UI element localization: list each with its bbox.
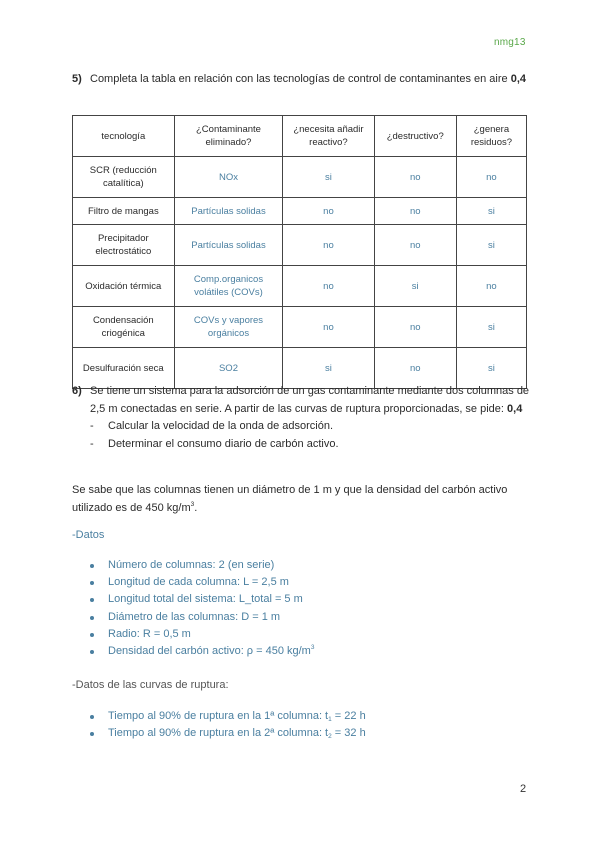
cell-tecnologia: SCR (reducción catalítica): [73, 157, 175, 198]
cell-residuos: si: [456, 198, 526, 225]
context-text: Se sabe que las columnas tienen un diámetro de 1 m y que la densidad del carbón activo utilizado es de 450 kg/m: [72, 484, 508, 514]
cell-contaminante: Partículas solidas: [174, 225, 283, 266]
list-item: Longitud de cada columna: L = 2,5 m: [88, 574, 314, 591]
ruptura-text: Tiempo al 90% de ruptura en la 2ª columna: t: [108, 727, 329, 740]
task-item: - Determinar el consumo diario de carbón activo.: [90, 436, 532, 454]
cell-reactivo: no: [283, 307, 374, 348]
question-6-prompt: Se tiene un sistema para la adsorción de un gas contaminante mediante dos columnas de 2,5 m conectadas en serie. A partir de las curvas de ruptura proporcionadas, se pide:: [90, 385, 530, 415]
cell-residuos: no: [456, 266, 526, 307]
cell-destructivo: si: [374, 266, 456, 307]
cell-residuos: si: [456, 225, 526, 266]
cell-destructivo: no: [374, 198, 456, 225]
list-item: Número de columnas: 2 (en serie): [88, 557, 314, 574]
table-row: [73, 198, 527, 225]
cell-reactivo: si: [283, 157, 374, 198]
col-header-residuos: ¿genera residuos?: [456, 116, 526, 157]
cell-residuos: no: [456, 157, 526, 198]
table-row: [73, 157, 527, 198]
question-score: 0,4: [507, 402, 523, 415]
ruptura-label: -Datos de las curvas de ruptura:: [72, 679, 229, 691]
col-header-reactivo: ¿necesita añadir reactivo?: [283, 116, 374, 157]
cell-reactivo: no: [283, 198, 374, 225]
list-item: [88, 725, 366, 742]
cell-residuos: si: [456, 307, 526, 348]
context-paragraph: [72, 482, 532, 517]
table-row: [73, 266, 527, 307]
ruptura-list: [88, 708, 366, 742]
cell-tecnologia: Condensación criogénica: [73, 307, 175, 348]
question-text: [90, 383, 532, 418]
datos-label: -Datos: [72, 529, 105, 541]
cell-contaminante: Partículas solidas: [174, 198, 283, 225]
context-sup: 3: [190, 500, 195, 508]
ruptura-text: Tiempo al 90% de ruptura en la 1ª columna: t: [108, 710, 329, 722]
ruptura-sub: 1: [328, 716, 332, 723]
question-5-prompt: Completa la tabla en relación con las tecnologías de control de contaminantes en aire: [90, 73, 511, 85]
question-number: 5): [72, 73, 82, 85]
table-header-row: [73, 116, 527, 157]
task-list: [90, 418, 532, 453]
density-sup: 3: [310, 644, 315, 652]
ruptura-value: = 22 h: [331, 710, 366, 722]
col-header-tecnologia: tecnología: [73, 116, 175, 157]
cell-contaminante: SO2: [174, 348, 283, 389]
col-header-contaminante: ¿Contaminante eliminado?: [174, 116, 283, 157]
datos-list: [88, 557, 314, 660]
cell-reactivo: si: [283, 348, 374, 389]
list-item: [88, 708, 366, 725]
cell-destructivo: no: [374, 225, 456, 266]
cell-reactivo: no: [283, 225, 374, 266]
cell-tecnologia: Desulfuración seca: [73, 348, 175, 389]
cell-destructivo: no: [374, 307, 456, 348]
page-number: 2: [520, 783, 527, 795]
question-6: [72, 383, 532, 453]
list-item: Radio: R = 0,5 m: [88, 626, 314, 643]
context-end: .: [194, 501, 198, 514]
cell-reactivo: no: [283, 266, 374, 307]
cell-destructivo: no: [374, 348, 456, 389]
document-header-tag: nmg13: [494, 37, 526, 48]
list-item: [88, 643, 314, 660]
table-row: [73, 307, 527, 348]
table-row: [73, 225, 527, 266]
cell-contaminante: COVs y vapores orgánicos: [174, 307, 283, 348]
question-number: 6): [72, 385, 82, 397]
task-item: - Calcular la velocidad de la onda de adsorción.: [90, 418, 532, 436]
pollution-control-table: [72, 115, 527, 389]
cell-residuos: si: [456, 348, 526, 389]
cell-tecnologia: Oxidación térmica: [73, 266, 175, 307]
question-5: [72, 71, 532, 89]
cell-destructivo: no: [374, 157, 456, 198]
cell-tecnologia: Precipitador electrostático: [73, 225, 175, 266]
cell-contaminante: Comp.organicos volátiles (COVs): [174, 266, 283, 307]
col-header-destructivo: ¿destructivo?: [374, 116, 456, 157]
ruptura-sub: 2: [328, 733, 332, 741]
question-text: [90, 71, 532, 89]
list-item: Longitud total del sistema: L_total = 5 m: [88, 591, 314, 608]
density-text: Densidad del carbón activo: ρ = 450 kg/m: [108, 645, 311, 658]
cell-tecnologia: Filtro de mangas: [73, 198, 175, 225]
list-item: Diámetro de las columnas: D = 1 m: [88, 609, 314, 626]
question-score: 0,4: [510, 73, 526, 85]
cell-contaminante: NOx: [174, 157, 283, 198]
ruptura-value: = 32 h: [331, 727, 366, 740]
